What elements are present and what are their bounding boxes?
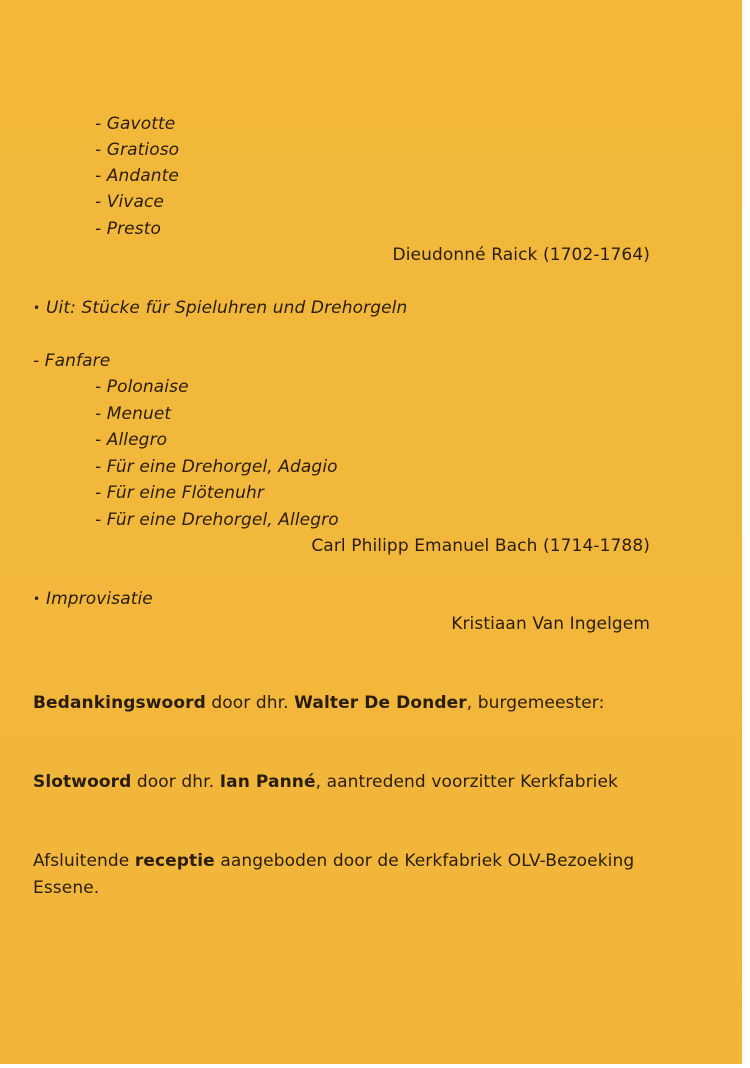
reception-line-2: Essene. [33, 878, 100, 898]
composer-van-ingelgem: Kristiaan Van Ingelgem [451, 614, 650, 634]
bullet-icon: • [33, 592, 41, 606]
movement-drehorgel-adagio: - Für eine Drehorgel, Adagio [95, 457, 338, 477]
thanks-speaker: Walter De Donder [294, 693, 467, 713]
movement-drehorgel-allegro: - Für eine Drehorgel, Allegro [95, 510, 339, 530]
composer-raick: Dieudonné Raick (1702-1764) [392, 245, 650, 265]
thanks-role: , burgemeester: [466, 693, 605, 713]
movement-allegro: - Allegro [95, 430, 168, 450]
movement-flotenuhr: - Für eine Flötenuhr [95, 483, 264, 503]
thanks-text: door dhr. [205, 693, 295, 713]
slot-line [33, 772, 618, 792]
bullet-icon: • [33, 301, 41, 315]
reception-intro: Afsluitende [33, 851, 135, 871]
movement-menuet: - Menuet [95, 404, 172, 424]
movement-presto: - Presto [95, 219, 161, 239]
reception-text: aangeboden door de Kerkfabriek OLV-Bezoeking [214, 851, 635, 871]
reception-line [33, 851, 634, 871]
thanks-line [33, 693, 604, 713]
slot-text: door dhr. [131, 772, 220, 792]
reception-label: receptie [134, 851, 215, 871]
movement-gratioso: - Gratioso [95, 140, 180, 160]
composer-cpe-bach: Carl Philipp Emanuel Bach (1714-1788) [311, 536, 650, 556]
movement-polonaise: - Polonaise [95, 377, 189, 397]
item-spieluhren-title: Uit: Stücke für Spieluhren und Drehorgeln [46, 298, 408, 318]
item-improvisatie-title: Improvisatie [46, 589, 153, 609]
slot-speaker: Ian Panné [219, 772, 316, 792]
slot-label: Slotwoord [33, 772, 132, 792]
movement-gavotte: - Gavotte [95, 114, 176, 134]
slot-role: , aantredend voorzitter Kerkfabriek [315, 772, 619, 792]
movement-fanfare: - Fanfare [33, 351, 111, 371]
thanks-label: Bedankingswoord [33, 693, 206, 713]
movement-vivace: - Vivace [95, 192, 164, 212]
movement-andante: - Andante [95, 166, 179, 186]
